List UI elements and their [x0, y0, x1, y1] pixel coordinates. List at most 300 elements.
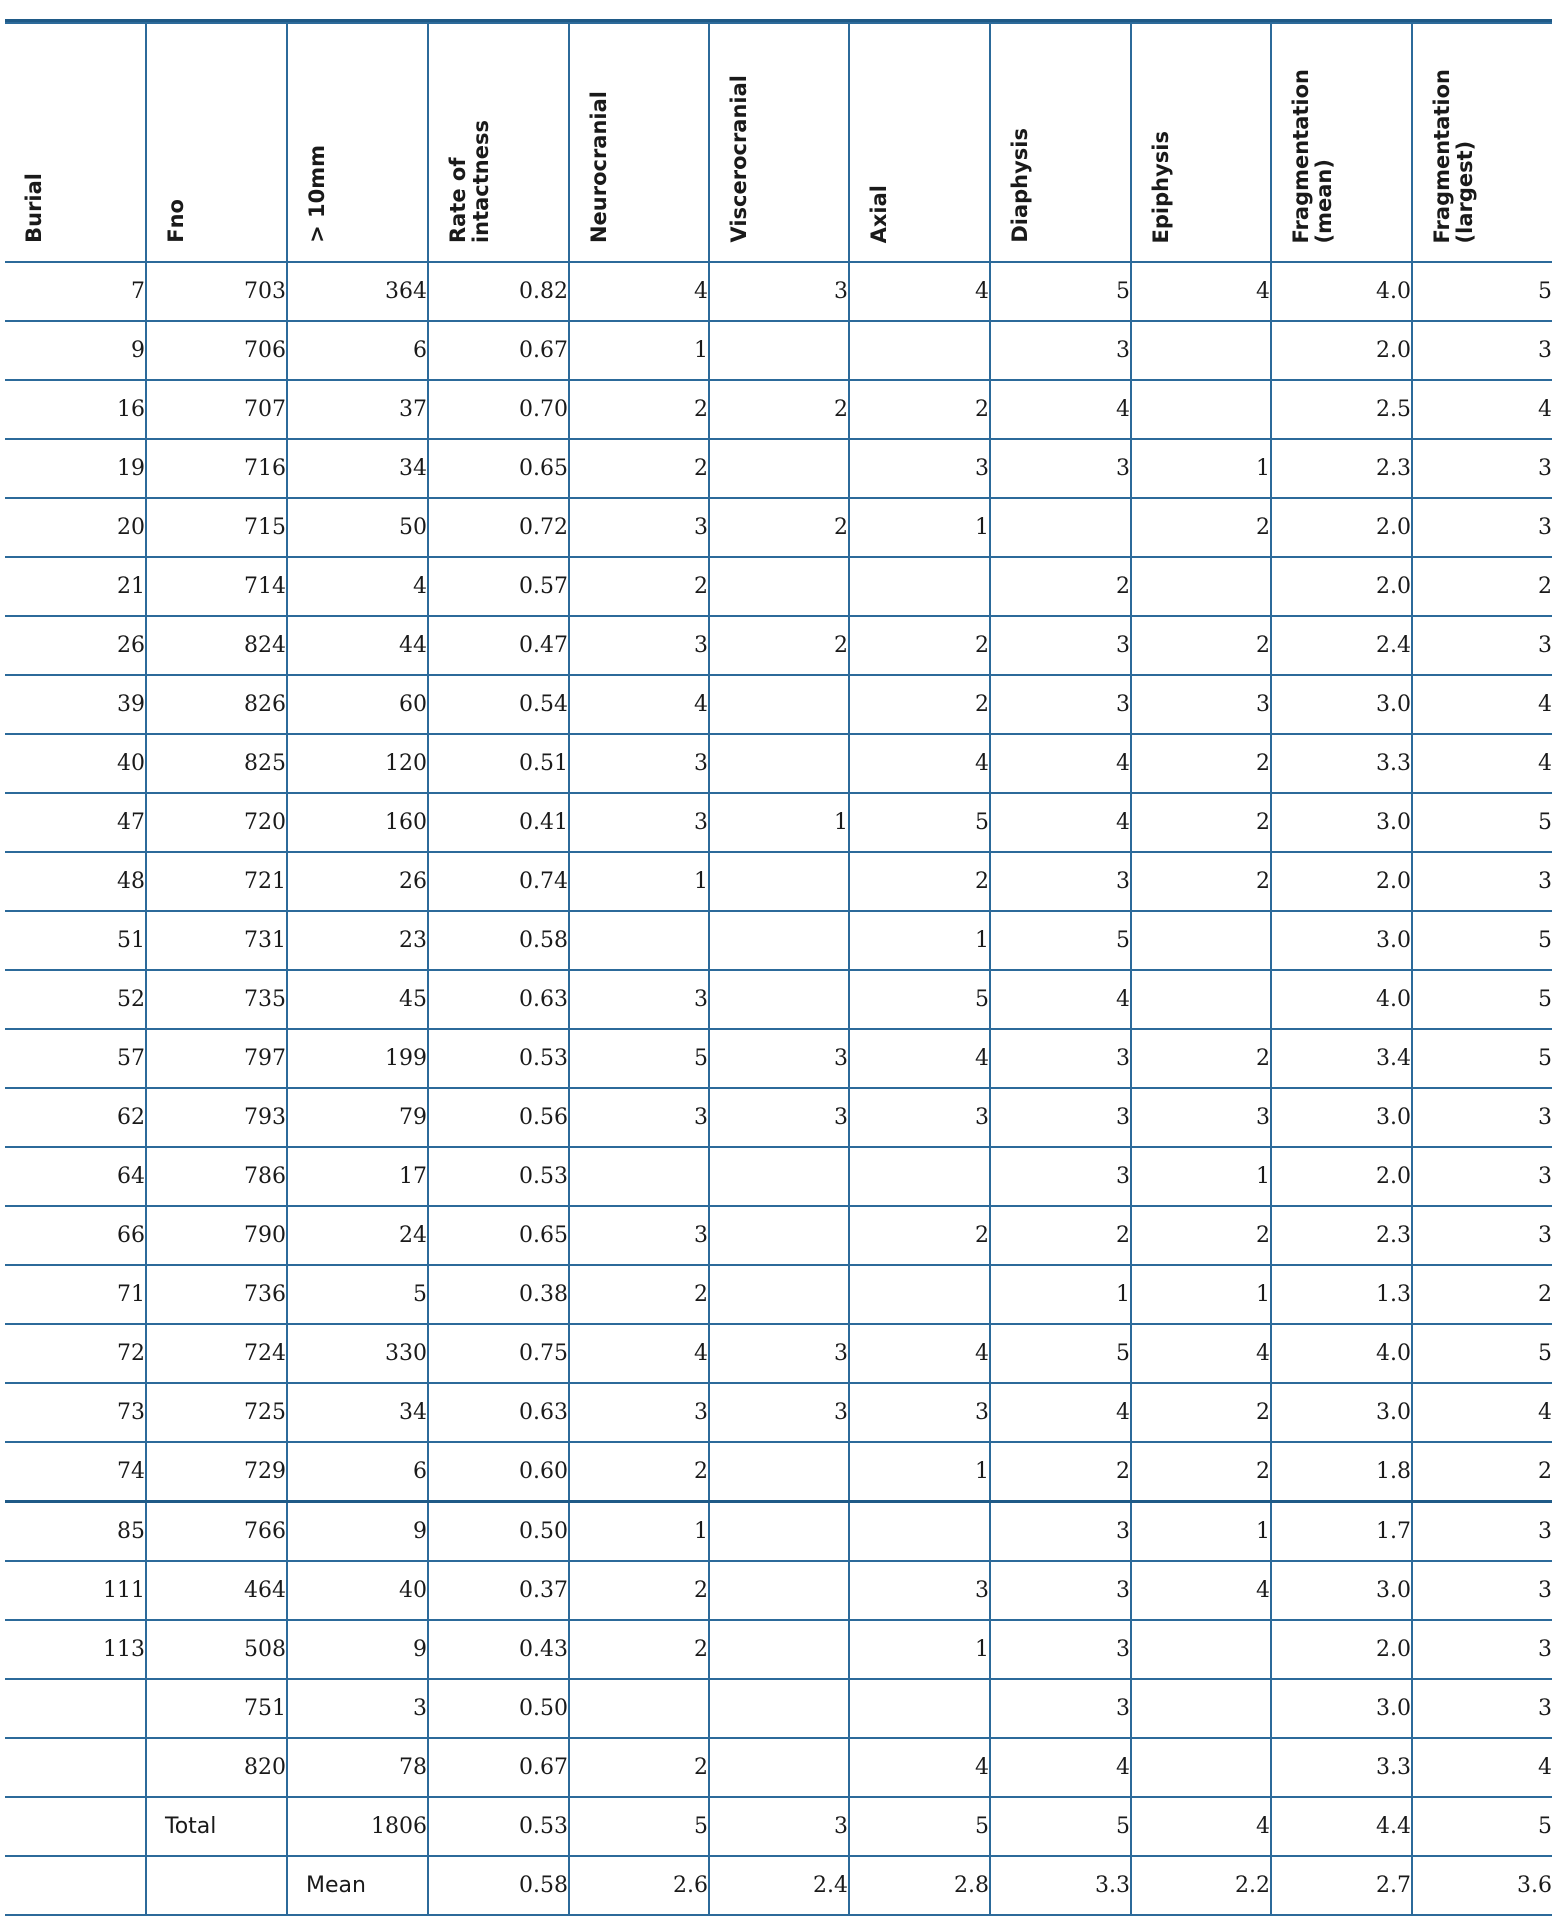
table-cell: 48	[5, 852, 146, 911]
table-cell: 5	[1412, 1324, 1552, 1383]
table-cell: 790	[146, 1206, 287, 1265]
table-row	[5, 1265, 1552, 1324]
col-header-epiphysis: Epiphysis	[1131, 23, 1271, 262]
table-cell: 2	[849, 1206, 990, 1265]
table-cell: 57	[5, 1029, 146, 1088]
table-cell: 1	[849, 1620, 990, 1679]
table-cell	[849, 557, 990, 616]
table-cell: 2	[569, 1265, 709, 1324]
table-cell: 5	[849, 970, 990, 1029]
table-cell: 3.0	[1271, 793, 1412, 852]
table-cell	[709, 1502, 849, 1562]
table-cell: 3.0	[1271, 675, 1412, 734]
table-cell: 5	[849, 793, 990, 852]
table-cell	[709, 675, 849, 734]
table-cell: 2	[1412, 1442, 1552, 1502]
table-cell: 1	[849, 1442, 990, 1502]
table-row	[5, 852, 1552, 911]
table-cell: 62	[5, 1088, 146, 1147]
table-cell: 4	[849, 262, 990, 321]
col-header-neurocranial: Neurocranial	[569, 23, 709, 262]
table-row	[5, 1206, 1552, 1265]
table-cell: 0.37	[428, 1561, 569, 1620]
table-cell	[1131, 321, 1271, 380]
table-cell: 2.0	[1271, 321, 1412, 380]
table-cell: 1.8	[1271, 1442, 1412, 1502]
table-cell: 1	[569, 1502, 709, 1562]
table-cell: 0.53	[428, 1797, 569, 1856]
table-cell	[849, 1147, 990, 1206]
table-cell	[709, 1442, 849, 1502]
table-cell: 4	[849, 734, 990, 793]
table-cell	[849, 321, 990, 380]
table-cell: 3	[1412, 1679, 1552, 1738]
table-cell	[709, 1147, 849, 1206]
table-cell: 3	[990, 1620, 1131, 1679]
table-cell: 160	[287, 793, 428, 852]
col-header-axial: Axial	[849, 23, 990, 262]
table-cell: 9	[5, 321, 146, 380]
table-cell: 3	[569, 616, 709, 675]
table-cell: 3	[569, 734, 709, 793]
table-cell: 2.8	[849, 1856, 990, 1915]
table-cell: 24	[287, 1206, 428, 1265]
table-cell	[709, 1738, 849, 1797]
table-cell: 199	[287, 1029, 428, 1088]
table-cell: 3	[990, 1088, 1131, 1147]
table-cell: 4.4	[1271, 1797, 1412, 1856]
table-cell: 824	[146, 616, 287, 675]
table-cell	[1131, 557, 1271, 616]
table-cell: 1	[849, 498, 990, 557]
table-row	[5, 557, 1552, 616]
table-cell: 2.0	[1271, 1147, 1412, 1206]
table-cell: 3	[1412, 852, 1552, 911]
table-cell: 3	[1412, 1502, 1552, 1562]
table-cell: 820	[146, 1738, 287, 1797]
table-cell: 1	[709, 793, 849, 852]
col-header-diaphysis: Diaphysis	[990, 23, 1131, 262]
table-cell: 0.53	[428, 1147, 569, 1206]
table-cell: 44	[287, 616, 428, 675]
table-cell: 4	[569, 675, 709, 734]
table-cell: 111	[5, 1561, 146, 1620]
table-cell: 5	[287, 1265, 428, 1324]
table-cell: 3.3	[990, 1856, 1131, 1915]
table-row	[5, 1442, 1552, 1502]
table-cell: 4	[990, 734, 1131, 793]
table-cell: 3	[1412, 1561, 1552, 1620]
table-cell: 2	[1131, 1029, 1271, 1088]
table-cell: 4	[990, 1738, 1131, 1797]
table-cell: 1.3	[1271, 1265, 1412, 1324]
table-cell: 72	[5, 1324, 146, 1383]
table-cell: 751	[146, 1679, 287, 1738]
table-cell: 3	[849, 439, 990, 498]
table-cell: 0.72	[428, 498, 569, 557]
table-cell: 0.63	[428, 1383, 569, 1442]
table-cell: 3	[569, 498, 709, 557]
table-cell: 4	[1131, 262, 1271, 321]
table-cell	[146, 1856, 287, 1915]
table-cell: 5	[990, 911, 1131, 970]
table-cell	[709, 852, 849, 911]
table-cell: 0.50	[428, 1502, 569, 1562]
table-cell: 3	[990, 1029, 1131, 1088]
table-cell: 5	[569, 1029, 709, 1088]
table-cell: 3	[990, 439, 1131, 498]
table-cell: 5	[990, 262, 1131, 321]
header-row	[5, 23, 1552, 262]
table-cell: 3	[990, 1561, 1131, 1620]
table-cell: 4	[569, 262, 709, 321]
table-cell: 5	[1412, 262, 1552, 321]
burial-fragmentation-table	[5, 22, 1552, 1916]
table-cell: 0.65	[428, 1206, 569, 1265]
table-cell: 2.4	[709, 1856, 849, 1915]
table-cell: 3	[1412, 321, 1552, 380]
table-cell: 2	[849, 616, 990, 675]
table-cell	[709, 911, 849, 970]
table-cell: 3	[569, 793, 709, 852]
table-cell: 2	[1131, 498, 1271, 557]
table-cell: 3	[1412, 1088, 1552, 1147]
table-cell: 4	[1131, 1561, 1271, 1620]
table-cell	[1131, 1679, 1271, 1738]
table-cell: 4	[849, 1738, 990, 1797]
table-cell: 2	[1131, 793, 1271, 852]
table-cell: 0.63	[428, 970, 569, 1029]
table-row	[5, 439, 1552, 498]
table-cell: 786	[146, 1147, 287, 1206]
table-cell: 0.74	[428, 852, 569, 911]
table-cell: 3	[1412, 1620, 1552, 1679]
table-cell: 26	[287, 852, 428, 911]
table-cell: 3	[287, 1679, 428, 1738]
table-cell: 1	[849, 911, 990, 970]
table-cell	[1131, 970, 1271, 1029]
table-cell: 2	[1131, 852, 1271, 911]
table-cell: 1806	[287, 1797, 428, 1856]
table-cell: 725	[146, 1383, 287, 1442]
table-cell: 2	[1412, 557, 1552, 616]
table-cell: 2.0	[1271, 852, 1412, 911]
table-cell: 3	[709, 1383, 849, 1442]
table-cell: 3.0	[1271, 1679, 1412, 1738]
table-row	[5, 380, 1552, 439]
table-body	[5, 262, 1552, 1915]
table-cell: 0.57	[428, 557, 569, 616]
table-cell: 4	[1412, 380, 1552, 439]
col-header-burial: Burial	[5, 23, 146, 262]
table-cell: 5	[1412, 1797, 1552, 1856]
col-header-viscerocranial: Viscerocranial	[709, 23, 849, 262]
table-cell: 1	[1131, 1502, 1271, 1562]
table-cell: 2	[990, 1206, 1131, 1265]
table-cell: 2	[1131, 734, 1271, 793]
table-cell: 2	[569, 557, 709, 616]
table-cell: 3	[1412, 1206, 1552, 1265]
col-header-rate-of-intactness: Rate of intactness	[428, 23, 569, 262]
table-cell: 4	[1412, 1738, 1552, 1797]
table-cell: 724	[146, 1324, 287, 1383]
table-cell: 2	[569, 1561, 709, 1620]
table-cell	[709, 1265, 849, 1324]
table-cell: 3	[1412, 1147, 1552, 1206]
table-cell: 766	[146, 1502, 287, 1562]
table-row	[5, 616, 1552, 675]
table-cell: 50	[287, 498, 428, 557]
table-cell: 2	[709, 616, 849, 675]
table-row	[5, 911, 1552, 970]
table-cell: 736	[146, 1265, 287, 1324]
table-cell: 508	[146, 1620, 287, 1679]
table-cell	[1131, 380, 1271, 439]
table-cell: 3	[849, 1561, 990, 1620]
table-cell: 3	[709, 1797, 849, 1856]
table-cell: 3	[849, 1383, 990, 1442]
table-cell: 78	[287, 1738, 428, 1797]
table-cell: 9	[287, 1502, 428, 1562]
table-cell: 3	[849, 1088, 990, 1147]
table-row	[5, 1324, 1552, 1383]
table-cell: 2	[1131, 1383, 1271, 1442]
table-cell: 5	[1412, 970, 1552, 1029]
table-cell: 3	[990, 321, 1131, 380]
table-cell: 0.60	[428, 1442, 569, 1502]
table-row	[5, 321, 1552, 380]
col-header-fragmentation-mean: Fragmentation (mean)	[1271, 23, 1412, 262]
table-cell: 4	[569, 1324, 709, 1383]
table-cell: 2	[990, 1442, 1131, 1502]
table-cell: 60	[287, 675, 428, 734]
table-cell: 5	[849, 1797, 990, 1856]
table-cell: 3.4	[1271, 1029, 1412, 1088]
table-cell: 2	[569, 1442, 709, 1502]
table-cell: 5	[569, 1797, 709, 1856]
table-cell: 4.0	[1271, 262, 1412, 321]
table-cell: 5	[1412, 911, 1552, 970]
table-cell: 0.65	[428, 439, 569, 498]
table-cell: 9	[287, 1620, 428, 1679]
table-cell: 1.7	[1271, 1502, 1412, 1562]
table-cell: 2.4	[1271, 616, 1412, 675]
table-cell: 464	[146, 1561, 287, 1620]
table-cell: 1	[1131, 1147, 1271, 1206]
table-row	[5, 1856, 1552, 1915]
table-cell: 4	[1412, 1383, 1552, 1442]
table-cell: 3	[1412, 439, 1552, 498]
table-cell: 21	[5, 557, 146, 616]
table-cell: 2.5	[1271, 380, 1412, 439]
table-row	[5, 1561, 1552, 1620]
table-cell: 120	[287, 734, 428, 793]
table-cell: 17	[287, 1147, 428, 1206]
table-cell: 34	[287, 1383, 428, 1442]
table-row	[5, 1029, 1552, 1088]
table-cell: 4.0	[1271, 1324, 1412, 1383]
table-cell: 3	[990, 1679, 1131, 1738]
table-cell: 1	[569, 852, 709, 911]
table-cell: 826	[146, 675, 287, 734]
table-cell: 0.41	[428, 793, 569, 852]
table-cell: 3	[1131, 1088, 1271, 1147]
table-cell: 714	[146, 557, 287, 616]
table-cell: 3	[569, 1206, 709, 1265]
table-row	[5, 1620, 1552, 1679]
table-cell: 5	[1412, 793, 1552, 852]
table-cell: 721	[146, 852, 287, 911]
table-cell: 52	[5, 970, 146, 1029]
table-cell	[709, 439, 849, 498]
table-cell: 1	[1131, 1265, 1271, 1324]
table-cell: 0.50	[428, 1679, 569, 1738]
table-cell	[709, 557, 849, 616]
table-cell	[5, 1738, 146, 1797]
table-cell: 793	[146, 1088, 287, 1147]
table-cell: 2	[990, 557, 1131, 616]
table-cell: 66	[5, 1206, 146, 1265]
table-row	[5, 1679, 1552, 1738]
table-cell: 0.75	[428, 1324, 569, 1383]
table-cell	[709, 1679, 849, 1738]
table-cell	[1131, 1620, 1271, 1679]
table-cell: 4	[1131, 1797, 1271, 1856]
table-cell: 3.0	[1271, 1383, 1412, 1442]
table-cell: 6	[287, 1442, 428, 1502]
table-cell: 3	[990, 616, 1131, 675]
table-cell: 4	[990, 1383, 1131, 1442]
table-cell: 797	[146, 1029, 287, 1088]
table-cell: 330	[287, 1324, 428, 1383]
table-cell: 79	[287, 1088, 428, 1147]
table-cell: 2	[709, 380, 849, 439]
table-cell: 729	[146, 1442, 287, 1502]
table-row	[5, 734, 1552, 793]
table-cell: 3	[990, 1502, 1131, 1562]
table-cell	[709, 1206, 849, 1265]
table-cell: 74	[5, 1442, 146, 1502]
col-header-fno: Fno	[146, 23, 287, 262]
table-cell: 0.56	[428, 1088, 569, 1147]
table-cell: 2.7	[1271, 1856, 1412, 1915]
table-cell: Mean	[287, 1856, 428, 1915]
table-cell: 2	[569, 1620, 709, 1679]
table-cell: 71	[5, 1265, 146, 1324]
table-cell: 720	[146, 793, 287, 852]
table-cell: 0.53	[428, 1029, 569, 1088]
table-cell: 40	[5, 734, 146, 793]
table-cell: 2	[1412, 1265, 1552, 1324]
table-cell: 37	[287, 380, 428, 439]
table-cell	[569, 1147, 709, 1206]
table-cell: 0.47	[428, 616, 569, 675]
table-cell: 4	[1412, 675, 1552, 734]
table-cell: 3.0	[1271, 911, 1412, 970]
table-cell: 735	[146, 970, 287, 1029]
table-cell: 34	[287, 439, 428, 498]
table-cell: 2.6	[569, 1856, 709, 1915]
table-cell: 4	[849, 1324, 990, 1383]
table-cell: 3	[709, 1324, 849, 1383]
table-cell	[849, 1265, 990, 1324]
table-cell: 4	[849, 1029, 990, 1088]
table-cell: 3.0	[1271, 1561, 1412, 1620]
table-cell: 5	[990, 1797, 1131, 1856]
table-cell: 703	[146, 262, 287, 321]
table-cell: 4.0	[1271, 970, 1412, 1029]
table-cell: 2	[849, 852, 990, 911]
table-row	[5, 970, 1552, 1029]
table-cell	[849, 1502, 990, 1562]
table-cell	[5, 1797, 146, 1856]
table-cell: 39	[5, 675, 146, 734]
table-cell: 1	[569, 321, 709, 380]
table-cell: 64	[5, 1147, 146, 1206]
table-cell	[709, 1561, 849, 1620]
table-cell: 73	[5, 1383, 146, 1442]
table-cell	[569, 1679, 709, 1738]
col-header-over-10mm: > 10mm	[287, 23, 428, 262]
table-cell: 2.2	[1131, 1856, 1271, 1915]
table-cell: 5	[990, 1324, 1131, 1383]
table-cell: 0.82	[428, 262, 569, 321]
table-cell: 45	[287, 970, 428, 1029]
table-cell: 85	[5, 1502, 146, 1562]
table-cell: Total	[146, 1797, 287, 1856]
table-cell: 4	[990, 380, 1131, 439]
table-cell: 3	[569, 1088, 709, 1147]
table-cell: 2.3	[1271, 439, 1412, 498]
table-cell: 4	[287, 557, 428, 616]
table-cell	[569, 911, 709, 970]
table-row	[5, 675, 1552, 734]
table-row	[5, 498, 1552, 557]
table-cell: 113	[5, 1620, 146, 1679]
table-cell: 707	[146, 380, 287, 439]
table-cell	[709, 321, 849, 380]
table-cell: 364	[287, 262, 428, 321]
table-cell: 2.0	[1271, 557, 1412, 616]
table-cell	[990, 498, 1131, 557]
table-cell: 3	[709, 262, 849, 321]
table-cell: 3.3	[1271, 734, 1412, 793]
table-cell: 0.51	[428, 734, 569, 793]
table-cell: 715	[146, 498, 287, 557]
table-cell: 2.3	[1271, 1206, 1412, 1265]
table-cell: 0.58	[428, 1856, 569, 1915]
table-cell: 4	[990, 793, 1131, 852]
table-cell: 7	[5, 262, 146, 321]
table-row	[5, 1147, 1552, 1206]
table-cell: 3	[990, 852, 1131, 911]
table-row	[5, 1738, 1552, 1797]
table-cell: 0.70	[428, 380, 569, 439]
table-cell: 3	[1131, 675, 1271, 734]
table-row	[5, 1088, 1552, 1147]
table-cell: 3	[709, 1088, 849, 1147]
table-cell: 26	[5, 616, 146, 675]
table-cell: 2	[1131, 616, 1271, 675]
table-cell	[5, 1679, 146, 1738]
table-cell: 51	[5, 911, 146, 970]
table-cell: 2	[1131, 1206, 1271, 1265]
table-cell: 40	[287, 1561, 428, 1620]
table-cell: 2	[849, 380, 990, 439]
table-cell	[709, 1620, 849, 1679]
table-cell	[709, 970, 849, 1029]
table-cell: 4	[1412, 734, 1552, 793]
